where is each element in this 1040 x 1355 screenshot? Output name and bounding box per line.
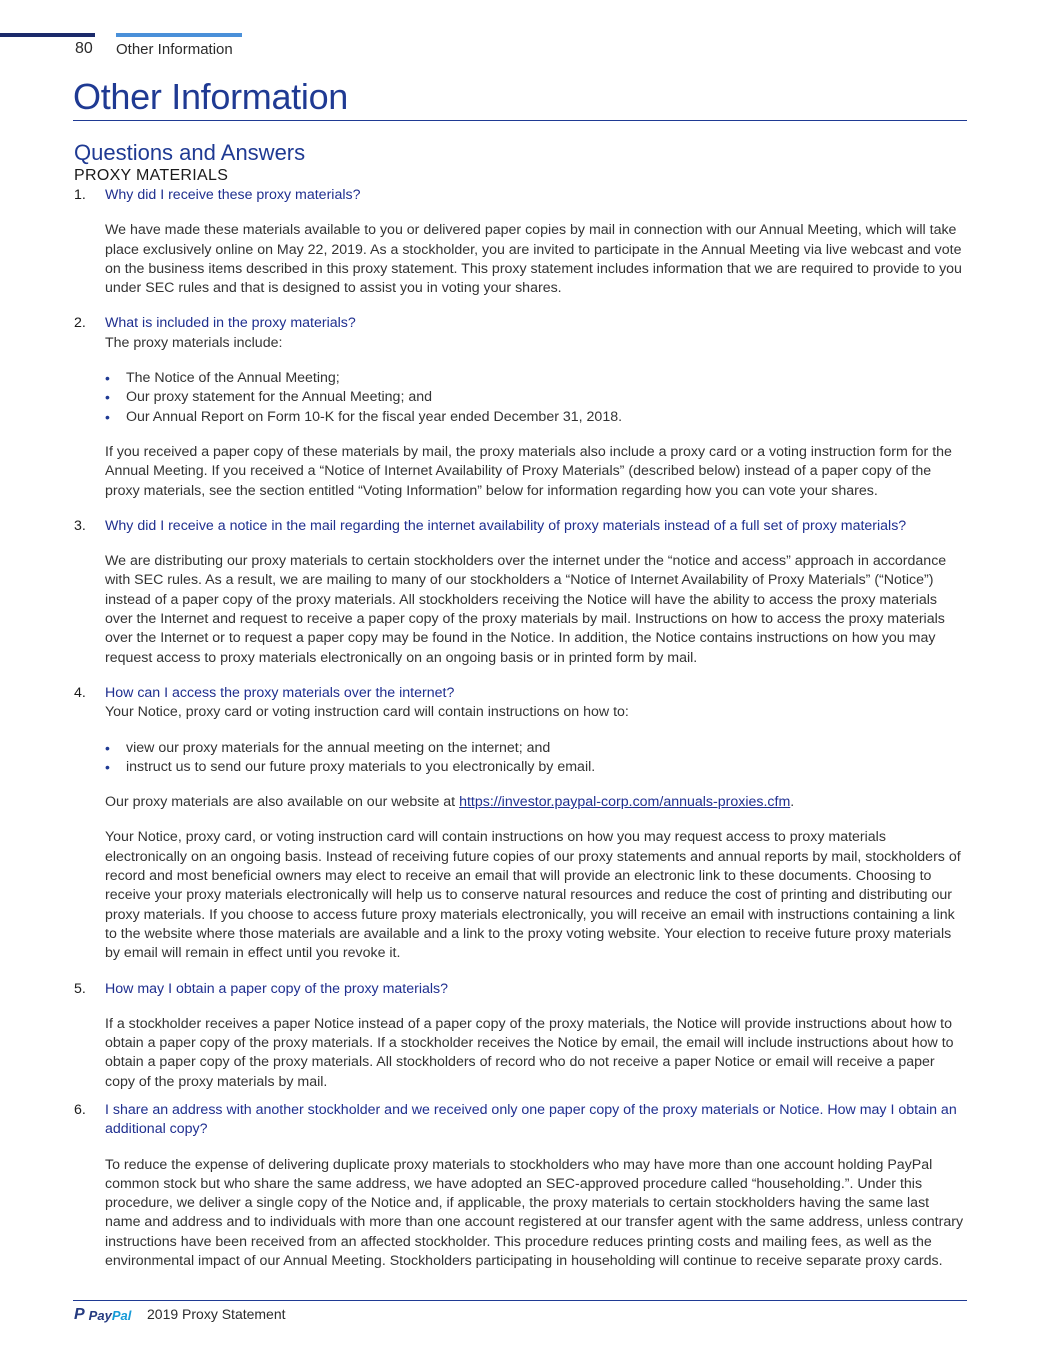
qa-item-2 xyxy=(74,314,968,500)
qa-question: How may I obtain a paper copy of the proxy materials? xyxy=(105,980,449,997)
paypal-logo xyxy=(74,1306,131,1324)
paypal-wordmark: PayPal xyxy=(88,1307,132,1323)
qa-question: How can I access the proxy materials over the internet? xyxy=(105,684,455,701)
page-title: Other Information xyxy=(73,76,349,117)
bullet-icon: • xyxy=(105,389,110,406)
title-divider xyxy=(73,120,967,121)
bullet-list xyxy=(105,739,968,778)
qa-intro: The proxy materials include: xyxy=(105,334,283,351)
qa-answer: To reduce the expense of delivering duplicate proxy materials to stockholders who may have more than one account holding PayPal common stock but who share the same address, we have adopted an SEC-approved procedure called “householding.”. Under this procedure, we deliver a single copy of the Notice and, if applicable, the proxy materials to certain stockholders having the same last name and address and to individuals with more than one account registered at our transfer agent with the same address, unless contrary instructions have been received from an affected stockholder. This procedure reduces printing costs and mailing fees, as well as the environmental impact of our Annual Meeting. Stockholders participating in householding will continue to receive separate proxy cards. xyxy=(105,1156,964,1270)
footer-document-title: 2019 Proxy Statement xyxy=(147,1306,286,1322)
qa-item-3 xyxy=(74,517,968,668)
qa-answer xyxy=(105,703,968,963)
website-line: Our proxy materials are also available on our website at https://investor.paypal-corp.com/annuals-proxies.cfm. xyxy=(105,794,795,811)
bullet-icon: • xyxy=(105,758,110,775)
list-item: • instruct us to send our future proxy materials to you electronically by email. xyxy=(105,758,968,777)
section-subheading: Questions and Answers xyxy=(74,140,306,165)
qa-intro: Your Notice, proxy card or voting instruction card will contain instructions on how to: xyxy=(105,704,629,721)
qa-answer: We are distributing our proxy materials to certain stockholders over the internet under the “notice and access” approach in accordance with SEC rules. As a result, we are mailing to many of our stockholders a “Notice of Internet Availability of Proxy Materials” (“Notice”) instead of a paper copy of the proxy materials. All stockholders receiving the Notice will have the ability to access the proxy materials over the Internet and request to receive a paper copy of the proxy materials by mail. Instructions on how to access the proxy materials over the Internet or to request a paper copy may be found in the Notice. In addition, the Notice contains instructions on how you may request access to proxy materials electronically on an ongoing basis or in printed form by mail. xyxy=(105,553,947,666)
qa-question: Why did I receive a notice in the mail regarding the internet availability of proxy materials instead of a full set of proxy materials? xyxy=(105,517,907,534)
category-heading: PROXY MATERIALS xyxy=(74,167,229,184)
qa-item-6 xyxy=(74,1101,968,1271)
proxy-materials-link[interactable]: https://investor.paypal-corp.com/annuals-proxies.cfm xyxy=(459,794,791,811)
header-accent-bar-dark xyxy=(0,33,95,37)
running-section-label: Other Information xyxy=(116,41,233,58)
qa-number: 3. xyxy=(74,517,86,534)
main-content xyxy=(74,139,968,1271)
list-item: • The Notice of the Annual Meeting; xyxy=(105,369,968,388)
header-accent-bar-light xyxy=(116,33,242,37)
qa-question: I share an address with another stockholder and we received only one paper copy of the proxy materials or Notice. How may I obtain an additional copy? xyxy=(105,1101,957,1138)
qa-item-4 xyxy=(74,684,968,964)
qa-number: 6. xyxy=(74,1101,86,1118)
page-number: 80 xyxy=(75,40,93,57)
list-item: • view our proxy materials for the annual meeting on the internet; and xyxy=(105,739,968,758)
qa-item-1 xyxy=(74,186,968,298)
paypal-p-icon: P xyxy=(74,1306,85,1323)
qa-number: 4. xyxy=(74,684,86,701)
qa-followup: Your Notice, proxy card, or voting instruction card will contain instructions on how you may request access to proxy materials electronically on an ongoing basis. Instead of receiving future copies of our proxy statements and annual reports by mail, stockholders of record and most beneficial owners may elect to receive an email that will provide an electronic link to these documents. Choosing to receive your proxy materials electronically will help us to conserve natural resources and reduce the cost of printing and distributing our proxy materials. If you choose to access future proxy materials electronically, you will receive an email with instructions containing a link to the website where those materials are available and a link to the proxy voting website. Your election to receive future proxy materials by email will remain in effect until you revoke it. xyxy=(105,829,961,962)
bullet-icon: • xyxy=(105,408,110,425)
qa-number: 1. xyxy=(74,187,86,203)
qa-question: Why did I receive these proxy materials? xyxy=(105,187,361,203)
bullet-icon: • xyxy=(105,370,110,387)
qa-number: 5. xyxy=(74,980,86,997)
qa-number: 2. xyxy=(74,315,86,332)
qa-item-5 xyxy=(74,980,968,1092)
qa-question: What is included in the proxy materials? xyxy=(105,315,356,332)
qa-answer xyxy=(105,334,968,501)
qa-answer: We have made these materials available to you or delivered paper copies by mail in connection with our Annual Meeting, which will take place exclusively online on May 22, 2019. As a stockholder, you are invited to participate in the Annual Meeting via live webcast and vote on the business items described in this proxy statement. This proxy statement includes information that we are required to provide to you under SEC rules and that is designed to assist you in voting your shares. xyxy=(105,222,962,297)
qa-answer: If a stockholder receives a paper Notice instead of a paper copy of the proxy materials, the Notice will provide instructions about how to obtain a paper copy of the proxy materials. If a stockholder receives the Notice by email, the email will include instructions about how to obtain a paper copy of the proxy materials. All stockholders of record who do not receive a paper Notice or email will receive a paper copy of the proxy materials by mail. xyxy=(105,1015,954,1090)
bullet-list xyxy=(105,369,968,427)
list-item: • Our Annual Report on Form 10-K for the fiscal year ended December 31, 2018. xyxy=(105,408,968,427)
bullet-icon: • xyxy=(105,739,110,756)
qa-followup: If you received a paper copy of these materials by mail, the proxy materials also include a proxy card or a voting instruction form for the Annual Meeting. If you received a “Notice of Internet Availability of Proxy Materials” (described below) instead of a paper copy of the proxy materials, see the section entitled “Voting Information” below for information regarding how you can vote your shares. xyxy=(105,443,952,499)
footer-divider xyxy=(73,1300,967,1301)
list-item: • Our proxy statement for the Annual Meeting; and xyxy=(105,388,968,407)
